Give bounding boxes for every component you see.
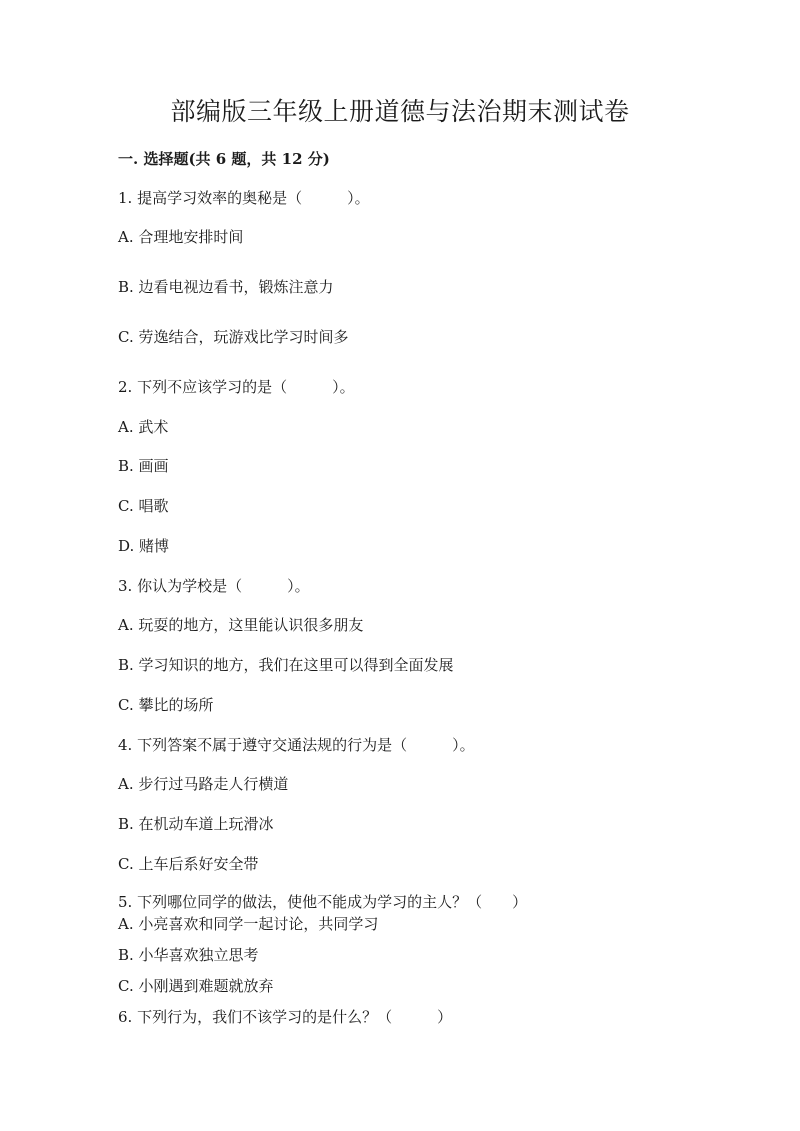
page-title: 部编版三年级上册道德与法治期末测试卷 [170,97,630,126]
question-3-option-c: C. 攀比的场所 [118,696,214,714]
question-3-option-a: A. 玩耍的地方，这里能认识很多朋友 [118,616,364,634]
question-stem-2: 2. 下列不应该学习的是（ ）。 [118,378,355,396]
question-2-option-c: C. 唱歌 [118,497,169,515]
question-4-option-c: C. 上车后系好安全带 [118,855,259,873]
question-1-option-c: C. 劳逸结合，玩游戏比学习时间多 [118,328,349,346]
question-2-option-b: B. 画画 [118,457,169,475]
question-stem-5: 5. 下列哪位同学的做法，使他不能成为学习的主人？（ ） [118,893,528,911]
question-1-option-b: B. 边看电视边看书，锻炼注意力 [118,278,334,296]
question-4-option-b: B. 在机动车道上玩滑冰 [118,815,274,833]
question-5-option-a: A. 小亮喜欢和同学一起讨论，共同学习 [118,915,379,933]
question-stem-1: 1. 提高学习效率的奥秘是（ ）。 [118,189,370,207]
question-5-option-b: B. 小华喜欢独立思考 [118,946,259,964]
question-4-option-a: A. 步行过马路走人行横道 [118,775,289,793]
question-3-option-b: B. 学习知识的地方，我们在这里可以得到全面发展 [118,656,454,674]
question-1-option-a: A. 合理地安排时间 [118,228,244,246]
question-2-option-a: A. 武术 [118,418,169,436]
question-stem-6: 6. 下列行为，我们不该学习的是什么？（ ） [118,1008,453,1026]
question-stem-3: 3. 你认为学校是（ ）。 [118,577,310,595]
section-heading: 一. 选择题(共 6 题，共 12 分) [118,150,330,168]
question-stem-4: 4. 下列答案不属于遵守交通法规的行为是（ ）。 [118,736,475,754]
question-2-option-d: D. 赌博 [118,537,170,555]
question-5-option-c: C. 小刚遇到难题就放弃 [118,977,274,995]
